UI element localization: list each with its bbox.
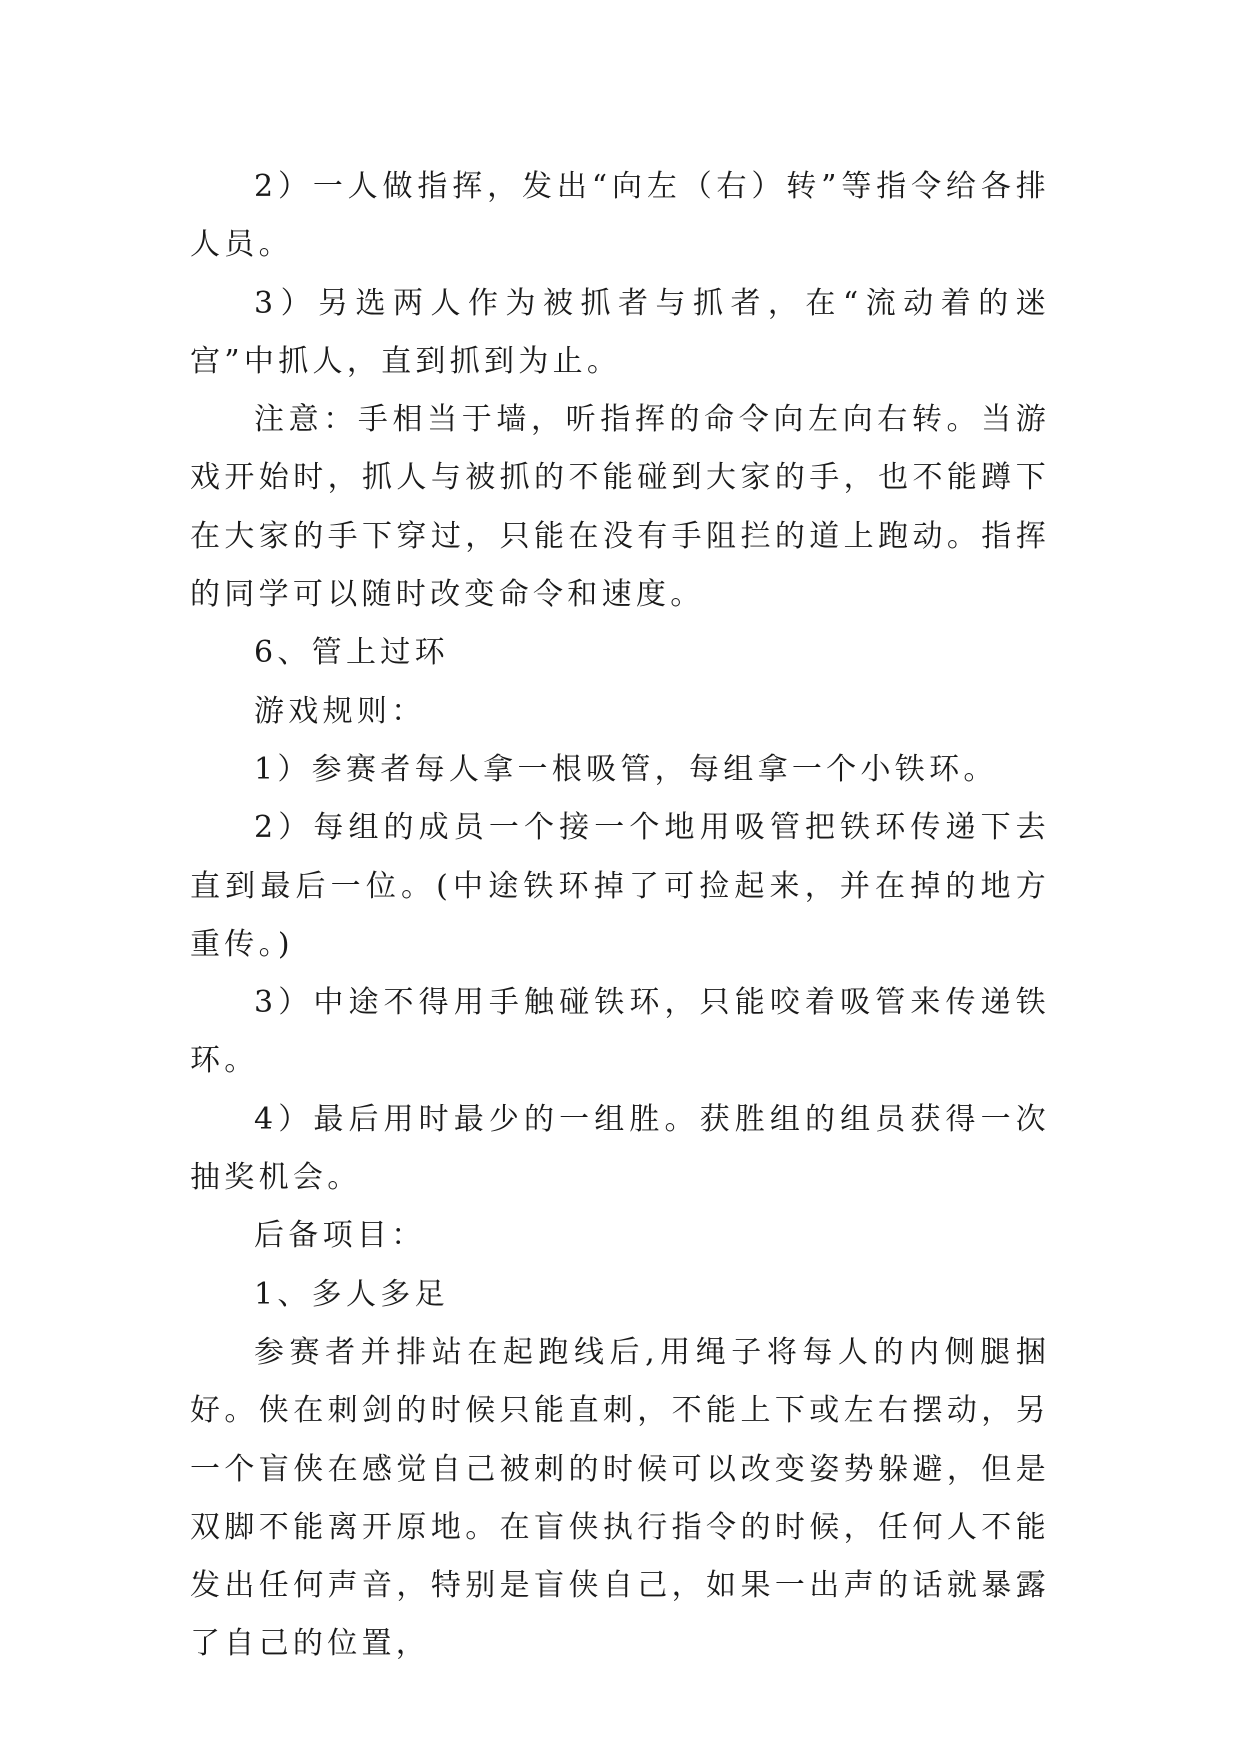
subheading-game-rules: 游戏规则：	[254, 693, 426, 729]
paragraph-rule-1: 1）参赛者每人拿一根吸管，每组拿一个小铁环。	[254, 751, 998, 787]
paragraph-note: 注意：手相当于墙，听指挥的命令向左向右转。当游戏开始时，抓人与被抓的不能碰到大家的手，也不能蹲下在大家的手下穿过，只能在没有手阻拦的道上跑动。指挥的同学可以随时改变命令和速度。	[190, 402, 1050, 613]
paragraph-rule-2: 2）每组的成员一个接一个地用吸管把铁环传递下去直到最后一位。(中途铁环掉了可捡起来，并在掉的地方重传。)	[190, 810, 1050, 962]
subheading-backup-items: 后备项目：	[254, 1218, 426, 1254]
section-heading-game-6: 6、管上过环	[254, 635, 449, 671]
paragraph-instruction-2: 2）一人做指挥，发出“向左（右）转”等指令给各排人员。	[190, 169, 1050, 263]
paragraph-rule-3: 3）中途不得用手触碰铁环，只能咬着吸管来传递铁环。	[190, 985, 1050, 1079]
paragraph-instruction-3: 3）另选两人作为被抓者与抓者，在“流动着的迷宫”中抓人，直到抓到为止。	[190, 285, 1050, 379]
paragraph-backup-description: 参赛者并排站在起跑线后,用绳子将每人的内侧腿捆好。侠在刺剑的时候只能直刺，不能上下或左右摆动，另一个盲侠在感觉自己被刺的时候可以改变姿势躲避，但是双脚不能离开原地。在盲侠执行指令的时候，任何人不能发出任何声音，特别是盲侠自己，如果一出声的话就暴露了自己的位置，	[190, 1334, 1050, 1662]
section-heading-backup-1: 1、多人多足	[254, 1276, 449, 1312]
document-body	[190, 158, 1050, 1674]
paragraph-rule-4: 4）最后用时最少的一组胜。获胜组的组员获得一次抽奖机会。	[190, 1101, 1050, 1196]
